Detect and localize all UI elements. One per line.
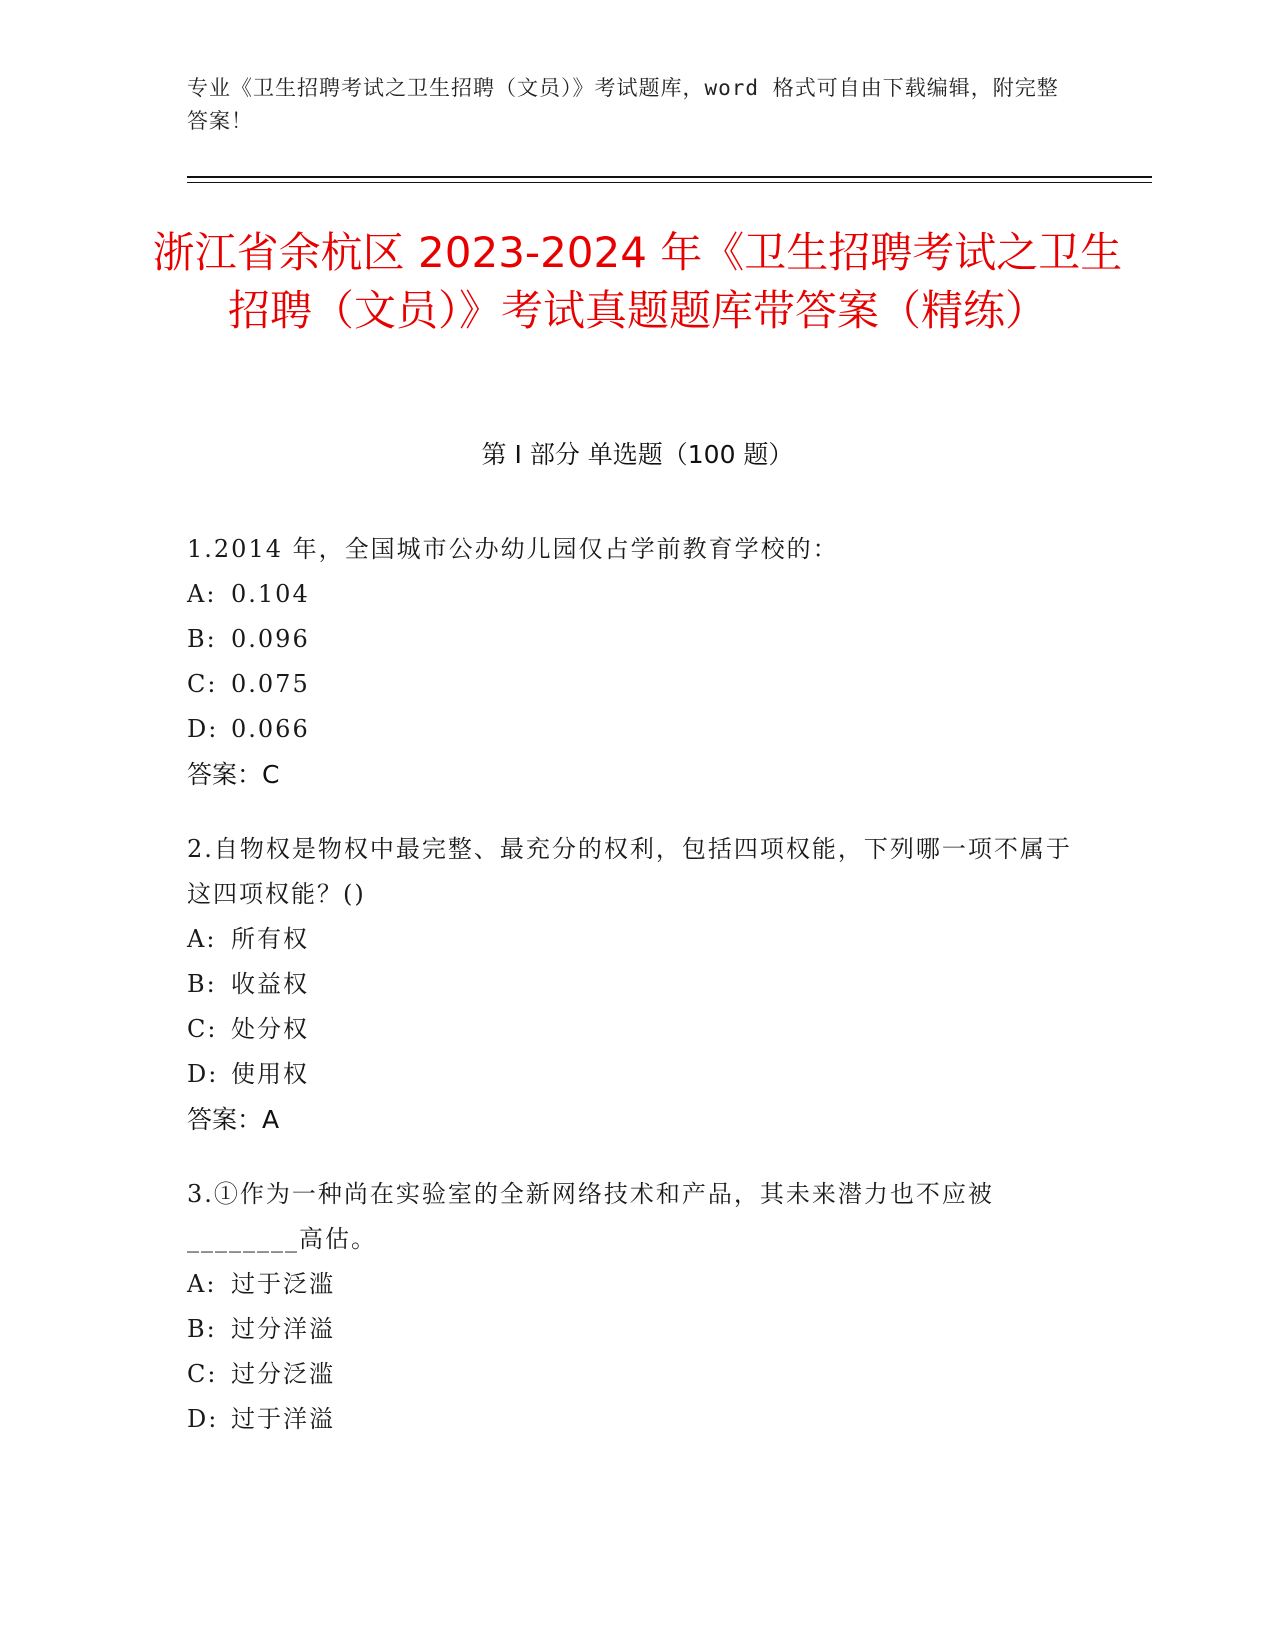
option-text: 收益权 (231, 970, 309, 998)
option-text: 0.075 (231, 670, 310, 698)
question-3 (187, 1172, 1087, 1442)
option-key: A: (187, 925, 217, 953)
option-c (187, 1352, 1087, 1397)
document-title: 浙江省余杭区 2023-2024 年《卫生招聘考试之卫生招聘（文员）》考试真题题库带答案（精练） (152, 228, 1123, 335)
option-d (187, 1397, 1087, 1442)
option-text: 0.104 (231, 580, 310, 608)
question-1 (187, 527, 1087, 797)
header-note: 专业《卫生招聘考试之卫生招聘（文员）》考试题库，word 格式可自由下载编辑，附完整答案！ (187, 76, 1059, 133)
section-title: 第 I 部分 单选题（100 题） (481, 440, 794, 469)
option-b (187, 962, 1087, 1007)
option-key: C: (187, 670, 218, 698)
question-stem: 2.自物权是物权中最完整、最充分的权利，包括四项权能，下列哪一项不属于这四项权能？() (187, 835, 1072, 908)
option-key: D: (187, 1405, 219, 1433)
option-key: D: (187, 715, 219, 743)
option-text: 过分泛滥 (231, 1360, 335, 1388)
option-a (187, 572, 1087, 617)
option-text: 处分权 (231, 1015, 309, 1043)
header-divider-thin (187, 182, 1152, 183)
option-d (187, 1052, 1087, 1097)
option-text: 过于泛滥 (231, 1270, 335, 1298)
question-stem: 1.2014 年，全国城市公办幼儿园仅占学前教育学校的： (187, 535, 839, 563)
option-key: B: (187, 970, 217, 998)
option-a (187, 917, 1087, 962)
option-key: B: (187, 1315, 217, 1343)
option-key: B: (187, 625, 217, 653)
answer-line: 答案：A (187, 1105, 280, 1134)
question-stem: 3.①作为一种尚在实验室的全新网络技术和产品，其未来潜力也不应被________高估。 (187, 1180, 994, 1253)
option-key: A: (187, 580, 217, 608)
option-text: 所有权 (231, 925, 309, 953)
option-c (187, 1007, 1087, 1052)
option-text: 使用权 (231, 1060, 309, 1088)
question-list (187, 527, 1087, 1472)
option-a (187, 1262, 1087, 1307)
option-key: D: (187, 1060, 219, 1088)
header-divider-thick (187, 176, 1152, 178)
option-text: 0.066 (231, 715, 310, 743)
option-key: A: (187, 1270, 217, 1298)
option-text: 过于洋溢 (231, 1405, 335, 1433)
option-text: 0.096 (231, 625, 310, 653)
question-2 (187, 827, 1087, 1142)
option-key: C: (187, 1360, 218, 1388)
option-d (187, 707, 1087, 752)
option-text: 过分洋溢 (231, 1315, 335, 1343)
answer-line: 答案：C (187, 760, 280, 789)
option-b (187, 617, 1087, 662)
option-c (187, 662, 1087, 707)
option-key: C: (187, 1015, 218, 1043)
option-b (187, 1307, 1087, 1352)
